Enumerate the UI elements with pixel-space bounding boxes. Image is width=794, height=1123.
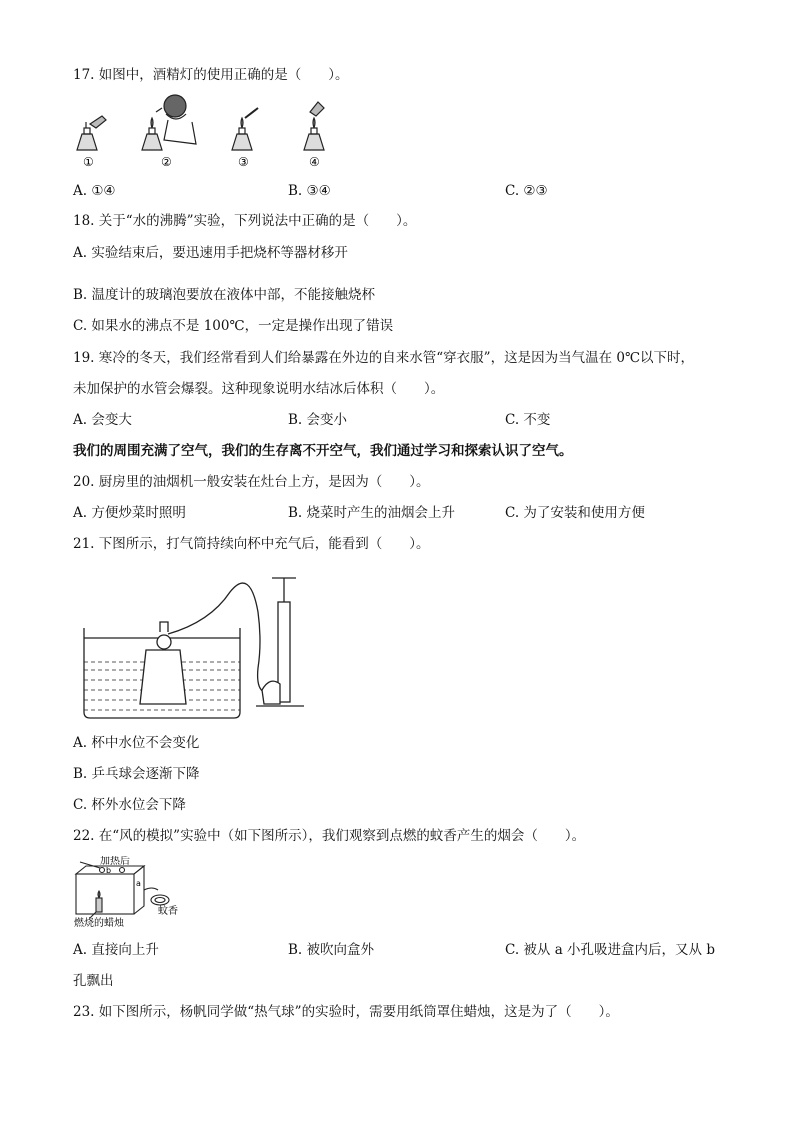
q17-option-a: A. ①④ [73, 183, 116, 199]
q20-option-c: C. 为了安装和使用方便 [505, 505, 645, 521]
lamp-4-icon [304, 102, 324, 150]
q22-option-c-continuation: 孔飘出 [73, 973, 114, 989]
q21-option-a: A. 杯中水位不会变化 [73, 735, 200, 751]
q22-option-c: C. 被从 a 小孔吸进盒内后，又从 b [505, 942, 715, 958]
q21-option-c: C. 杯外水位会下降 [73, 797, 186, 813]
q17-fig-label-3: ③ [238, 155, 249, 169]
q22-fig-label-a: a [136, 879, 141, 888]
q20-option-a: A. 方便炒菜时照明 [73, 505, 186, 521]
q22-wind-simulation-figure [72, 856, 192, 930]
q19-option-c: C. 不变 [505, 412, 551, 428]
lamp-2-icon [142, 95, 196, 150]
section-heading: 我们的周围充满了空气，我们的生存离不开空气，我们通过学习和探索认识了空气。 [73, 443, 573, 459]
q18-stem: 18. 关于“水的沸腾”实验，下列说法中正确的是（ ）。 [73, 213, 417, 229]
q18-option-a: A. 实验结束后，要迅速用手把烧杯等器材移开 [73, 245, 348, 261]
q19-stem-line2: 未加保护的水管会爆裂。这种现象说明水结冰后体积（ ）。 [73, 381, 445, 397]
q21-option-b: B. 乒乓球会逐渐下降 [73, 766, 200, 782]
q17-stem: 17. 如图中，酒精灯的使用正确的是（ ）。 [73, 67, 349, 83]
q22-option-a: A. 直接向上升 [73, 942, 159, 958]
q22-option-b: B. 被吹向盒外 [288, 942, 375, 958]
q22-fig-label-bottom: 燃烧的蜡烛 [74, 918, 124, 929]
q20-option-b: B. 烧菜时产生的油烟会上升 [288, 505, 456, 521]
q17-option-b: B. ③④ [288, 183, 331, 199]
lamp-1-icon [77, 116, 106, 150]
q22-fig-label-top: 加热后 [100, 856, 130, 867]
q22-stem: 22. 在“风的模拟”实验中（如下图所示），我们观察到点燃的蚊香产生的烟会（ ）。 [73, 828, 586, 844]
q18-option-b: B. 温度计的玻璃泡要放在液体中部，不能接触烧杯 [73, 287, 376, 303]
q17-alcohol-lamp-figure [72, 94, 332, 170]
q23-stem: 23. 如下图所示，杨帆同学做“热气球”的实验时，需要用纸筒罩住蜡烛，这是为了（ ）。 [73, 1004, 619, 1020]
q19-option-b: B. 会变小 [288, 412, 348, 428]
q20-stem: 20. 厨房里的油烟机一般安装在灶台上方，是因为（ ）。 [73, 474, 430, 490]
q17-fig-label-2: ② [161, 155, 172, 169]
q22-fig-label-b: b [106, 866, 112, 875]
q17-option-c: C. ②③ [505, 183, 548, 199]
q21-air-pump-figure [80, 572, 320, 722]
lamp-3-icon [232, 108, 258, 150]
q19-stem-line1: 19. 寒冷的冬天，我们经常看到人们给暴露在外边的自来水管“穿衣服”，这是因为当气温在 0℃以下时， [73, 350, 695, 366]
q18-option-c: C. 如果水的沸点不是 100℃，一定是操作出现了错误 [73, 318, 394, 334]
q17-fig-label-1: ① [83, 155, 94, 169]
q22-fig-label-side: 蚊香 [158, 906, 178, 917]
q17-fig-label-4: ④ [309, 155, 320, 169]
q21-stem: 21. 下图所示，打气筒持续向杯中充气后，能看到（ ）。 [73, 536, 430, 552]
q19-option-a: A. 会变大 [73, 412, 132, 428]
